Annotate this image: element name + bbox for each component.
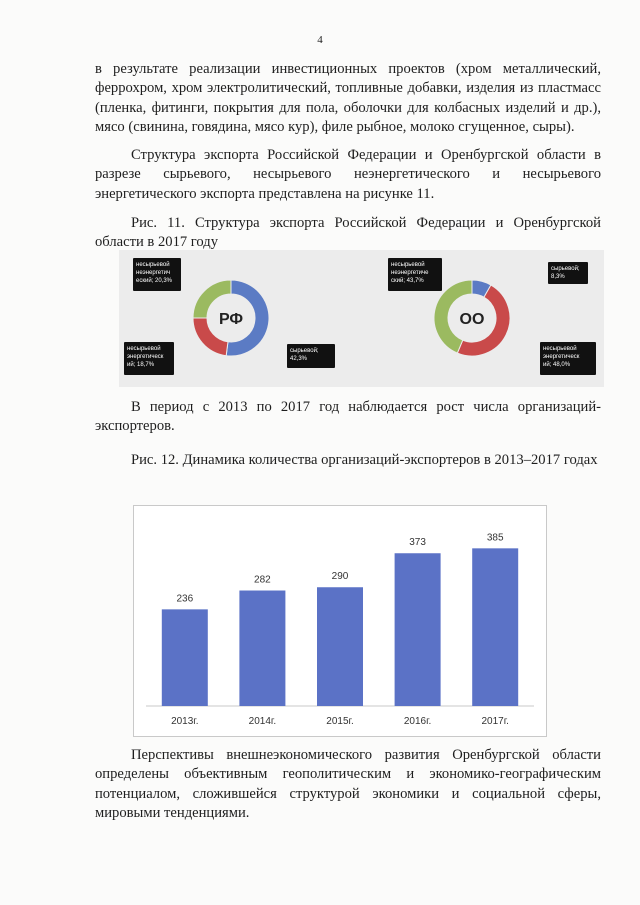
svg-text:сырьевой;: сырьевой; <box>290 348 319 354</box>
svg-text:несырьевой: несырьевой <box>136 262 170 268</box>
svg-text:несырьевой: несырьевой <box>127 346 161 352</box>
bar-value-label-2016: 373 <box>409 537 426 549</box>
donut-oo-data-label-nesyrevoy-energeticheskiy <box>540 342 596 375</box>
bar-value-label-2014: 282 <box>254 574 271 586</box>
bar-category-label-2017: 2017г. <box>481 716 509 727</box>
donut-chart-oo <box>360 250 604 387</box>
bar-category-label-2014: 2014г. <box>248 716 277 727</box>
svg-text:8,3%: 8,3% <box>551 274 565 280</box>
page-number: 4 <box>317 34 323 46</box>
bar-2014 <box>239 591 285 706</box>
bar-category-label-2015: 2015г. <box>326 716 354 727</box>
svg-text:несырьевой: несырьевой <box>391 262 425 268</box>
paragraph-investment-projects: в результате реализации инвестиционных проектов (хром металлический, феррохром, хром электролитический, топливные добавки, изделия из пластмасс (пленка, фитинги, покрытия для пола, оболочки для колбасных изделий и др.), мясо (свинина, говядина, мясо кур), филе рыбное, молоко сгущенное, сыры). <box>95 61 601 135</box>
bar-category-label-2016: 2016г. <box>403 716 432 727</box>
bar-2015 <box>317 587 363 706</box>
svg-text:еский; 20,3%: еский; 20,3% <box>136 278 173 284</box>
bar-value-label-2013: 236 <box>176 593 194 605</box>
svg-text:ий; 48,0%: ий; 48,0% <box>543 362 571 368</box>
bar-value-label-2015: 290 <box>331 571 349 583</box>
bar-value-label-2017: 385 <box>486 532 504 544</box>
svg-text:неэнергетич: неэнергетич <box>136 270 171 276</box>
figure-11-caption: Рис. 11. Структура экспорта Российской Федерации и Оренбургской области в 2017 году <box>95 215 601 251</box>
donut-rf-data-label-nesyrevoy-neenergeticheskiy <box>133 258 181 291</box>
donut-rf-data-label-syrevoy <box>287 344 335 368</box>
paragraph-prospects: Перспективы внешнеэкономического развития Оренбургской области определены объективным геополитическим и экономико-географическим потенциалом, сложившейся структурой экономики и социальной сферы, мировыми тенденциями. <box>95 747 601 821</box>
donut-oo-center-label: ОО <box>459 311 485 328</box>
bar-2013 <box>162 609 208 706</box>
svg-text:неэнергетиче: неэнергетиче <box>391 270 429 276</box>
svg-text:ий; 18,7%: ий; 18,7% <box>127 362 155 368</box>
paragraph-export-structure: Структура экспорта Российской Федерации и Оренбургской области в разрезе сырьевого, несырьевого неэнергетического и несырьевого энергетического экспорта представлена на рисунке 11. <box>95 147 601 202</box>
bar-2016 <box>395 553 441 706</box>
svg-text:ский; 43,7%: ский; 43,7% <box>391 278 424 284</box>
paragraph-exporters-growth: В период с 2013 по 2017 год наблюдается рост числа организаций-экспортеров. <box>95 399 601 435</box>
svg-text:энергетическ: энергетическ <box>543 354 580 360</box>
svg-text:энергетическ: энергетическ <box>127 354 164 360</box>
svg-text:сырьевой;: сырьевой; <box>551 266 580 272</box>
bar-category-label-2013: 2013г. <box>171 716 199 727</box>
figure-12-caption: Рис. 12. Динамика количества организаций-экспортеров в 2013–2017 годах <box>131 452 598 468</box>
donut-oo-data-label-syrevoy <box>548 262 588 284</box>
donut-oo-data-label-nesyrevoy-neenergeticheskiy <box>388 258 442 291</box>
svg-text:42,3%: 42,3% <box>290 356 308 362</box>
bar-2017 <box>472 548 518 706</box>
donut-chart-rf <box>119 250 363 387</box>
svg-text:несырьевой: несырьевой <box>543 346 577 352</box>
exporters-bar-chart <box>133 505 547 737</box>
donut-rf-data-label-nesyrevoy-energeticheskiy <box>124 342 174 375</box>
donut-rf-center-label: РФ <box>218 311 244 328</box>
